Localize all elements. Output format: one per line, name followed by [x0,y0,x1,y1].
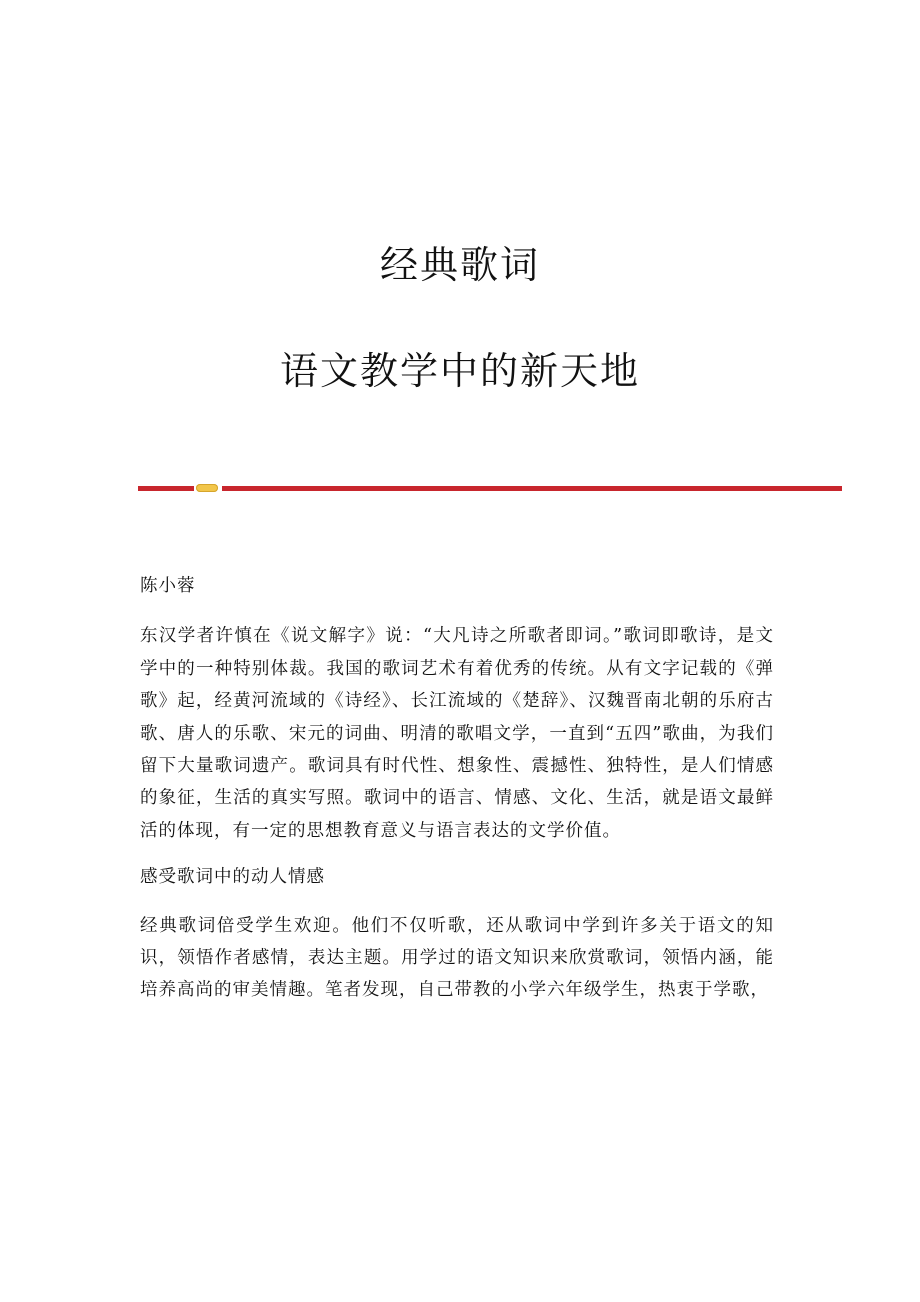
paragraph-intro: 东汉学者许慎在《说文解字》说：“大凡诗之所歌者即词。”歌词即歌诗，是文学中的一种特别体裁。我国的歌词艺术有着优秀的传统。从有文字记载的《弹歌》起，经黄河流域的《诗经》、长江流域的《楚辞》、汉魏晋南北朝的乐府古歌、唐人的乐歌、宋元的词曲、明清的歌唱文学，一直到“五四”歌曲，为我们留下大量歌词遗产。歌词具有时代性、想象性、震撼性、独特性，是人们情感的象征，生活的真实写照。歌词中的语言、情感、文化、生活，就是语文最鲜活的体现，有一定的思想教育意义与语言表达的文学价值。 [140,626,774,841]
title-line-1: 经典歌词 [379,243,540,288]
article-body [140,570,774,1021]
decorative-divider [138,484,842,492]
section-heading: 感受歌词中的动人情感 [140,867,325,888]
divider-ornament-icon [196,484,218,492]
paragraph-section-1: 经典歌词倍受学生欢迎。他们不仅听歌，还从歌词中学到许多关于语文的知识，领悟作者感情，表达主题。用学过的语文知识来欣赏歌词，领悟内涵，能培养高尚的审美情趣。笔者发现，自己带教的小学六年级学生，热衷于学歌， [140,915,774,1001]
author-name: 陈小蓉 [140,576,196,596]
title-line-2: 语文教学中的新天地 [279,349,640,394]
divider-bar-left [138,486,194,491]
divider-bar-right [222,486,842,491]
